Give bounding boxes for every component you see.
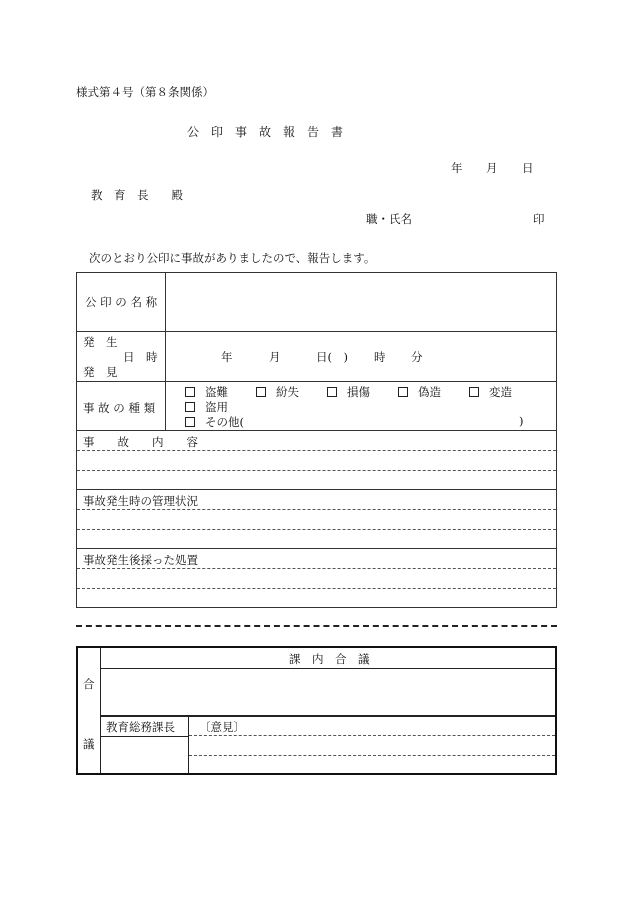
document-title: 公 印 事 故 報 告 書	[187, 125, 344, 139]
intro-text: 次のとおり公印に事故がありましたので、報告します。	[89, 251, 376, 265]
option-other[interactable]: その他(	[185, 414, 244, 430]
datetime-month: 月	[269, 350, 281, 364]
datetime-minute: 分	[411, 350, 423, 364]
option-forgery[interactable]: 偽造	[398, 384, 441, 400]
option-loss[interactable]: 紛失	[256, 384, 299, 400]
checkbox-icon	[469, 387, 479, 397]
option-other-close: )	[519, 414, 524, 428]
option-alteration[interactable]: 変造	[469, 384, 512, 400]
cut-line-divider	[76, 625, 557, 627]
datetime-hour: 時	[374, 350, 386, 364]
datetime-label-discovered: 発 見	[83, 365, 118, 379]
council-header: 課 内 合 議	[289, 652, 370, 666]
checkbox-icon	[185, 387, 195, 397]
seal-name-label: 公 印 の 名 称	[85, 295, 158, 309]
measures-label: 事故発生後採った処置	[83, 553, 198, 567]
seal-mark: 印	[533, 212, 545, 226]
content-label: 事 故 内 容	[83, 435, 198, 449]
seal-name-field[interactable]	[167, 275, 555, 329]
accident-type-label: 事 故 の 種 類	[83, 401, 156, 415]
council-table	[76, 646, 557, 775]
content-line[interactable]	[77, 470, 556, 471]
date-year: 年	[451, 161, 463, 175]
checkbox-icon	[256, 387, 266, 397]
checkbox-icon	[327, 387, 337, 397]
datetime-year: 年	[221, 350, 233, 364]
council-side-top: 合	[83, 677, 95, 691]
council-notes-area[interactable]	[102, 670, 554, 714]
section-chief-label: 教育総務課長	[106, 720, 175, 734]
council-side-bottom: 議	[83, 737, 95, 751]
opinion-label: 〔意見〕	[199, 720, 245, 734]
datetime-label-occurred: 発 生	[83, 335, 118, 349]
option-damage[interactable]: 損傷	[327, 384, 370, 400]
form-number: 様式第４号（第８条関係）	[76, 85, 214, 99]
management-line[interactable]	[77, 529, 556, 530]
date-month: 月	[486, 161, 498, 175]
date-day: 日	[522, 161, 534, 175]
option-misuse[interactable]: 盗用	[185, 399, 228, 415]
checkbox-icon	[185, 417, 195, 427]
datetime-day: 日( )	[316, 350, 348, 364]
addressee: 教 育 長 殿	[91, 188, 183, 202]
datetime-label-datetime: 日 時	[123, 350, 158, 364]
measures-line[interactable]	[77, 588, 556, 589]
checkbox-icon	[185, 402, 195, 412]
signature-label: 職・氏名	[366, 212, 412, 226]
checkbox-icon	[398, 387, 408, 397]
report-table	[76, 272, 557, 608]
management-label: 事故発生時の管理状況	[83, 494, 198, 508]
option-theft[interactable]: 盗難	[185, 384, 228, 400]
opinion-line[interactable]	[189, 755, 555, 756]
